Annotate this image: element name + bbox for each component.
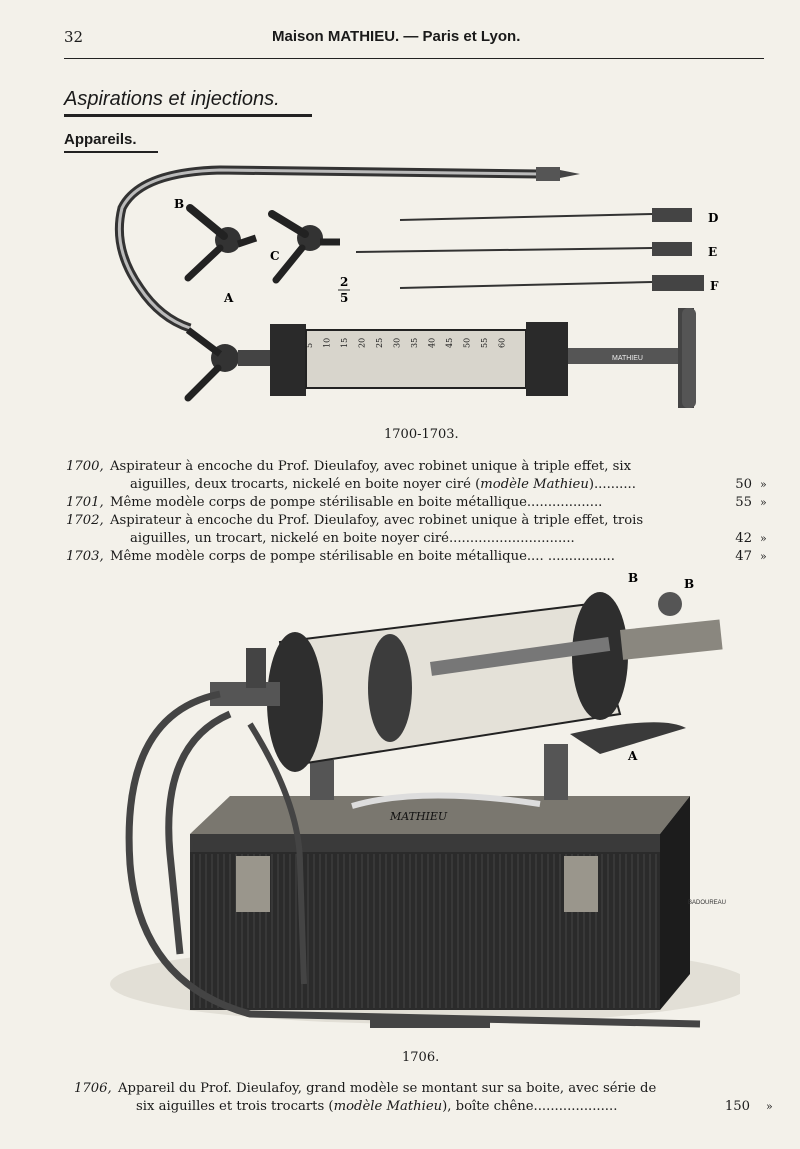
page-number: 32: [64, 28, 84, 46]
entry-number: 1702,: [66, 513, 104, 528]
catalog-entry-continuation: [0, 530, 800, 547]
entry-description: Aspirateur à encoche du Prof. Dieulafoy, avec robinet unique à triple effet, trois: [110, 513, 644, 528]
entry-number: 1703,: [66, 549, 104, 564]
scale-number: 25: [375, 337, 384, 348]
label-d: D: [708, 211, 719, 225]
scale-number: 50: [462, 337, 472, 348]
rubber-hose: [119, 170, 540, 328]
entry-currency-mark: »: [760, 496, 767, 509]
scale-number: 60: [497, 337, 507, 348]
scale-number: 55: [480, 337, 489, 348]
scale-number: 40: [427, 337, 437, 348]
fraction-denominator: 5: [340, 291, 349, 305]
stopcock-c: [272, 214, 340, 280]
scale-number: 20: [357, 337, 367, 348]
label-c: C: [270, 249, 280, 263]
entry-price: 42: [735, 531, 752, 546]
catalog-entry: [0, 494, 800, 511]
box-brand-mark: MATHIEU: [390, 810, 448, 823]
label-f: F: [710, 279, 719, 293]
label-b: B: [628, 571, 639, 585]
scale-number: 10: [322, 337, 332, 348]
entry-description: Appareil du Prof. Dieulafoy, grand modèle se montant sur sa boite, avec série de: [118, 1081, 657, 1096]
trocar-connector: [370, 1016, 490, 1028]
entry-number: 1706,: [74, 1081, 112, 1096]
entry-description: Aspirateur à encoche du Prof. Dieulafoy, avec robinet unique à triple effet, six: [110, 459, 632, 474]
box-latch-left: [236, 856, 270, 912]
entry-description: six aiguilles et trois trocarts (modèle Mathieu), boîte chêne....................: [136, 1099, 618, 1114]
entry-description: aiguilles, un trocart, nickelé en boite noyer ciré..............................: [130, 531, 575, 546]
entry-description: aiguilles, deux trocarts, nickelé en boite noyer ciré (modèle Mathieu)..........: [130, 477, 636, 492]
needle-d: [400, 208, 692, 222]
stopcock-b: [188, 208, 256, 278]
scale-number: 30: [392, 337, 402, 348]
oak-case: [190, 795, 690, 1010]
entry-currency-mark: »: [760, 550, 767, 563]
pump-brand-mark: MATHIEU: [612, 355, 643, 362]
needle-f: [400, 275, 704, 291]
label-a: A: [628, 749, 638, 763]
running-head: Maison MATHIEU. — Paris et Lyon.: [272, 28, 521, 45]
entry-currency-mark: »: [760, 532, 767, 545]
entry-description: Même modèle corps de pompe stérilisable en boite métallique..................: [110, 495, 603, 510]
scale-number: 15: [340, 337, 349, 348]
entry-currency-mark: »: [766, 1100, 773, 1113]
label-b: B: [684, 577, 695, 591]
fraction-numerator: 2: [340, 275, 349, 289]
entry-number: 1701,: [66, 495, 104, 510]
catalog-entry: [0, 1080, 800, 1097]
hose-connector: [536, 167, 560, 181]
subsection-title: Appareils.: [64, 131, 137, 148]
scale-number: 35: [410, 337, 419, 348]
catalog-entry: [0, 548, 800, 565]
needle-e: [356, 242, 692, 256]
entry-price: 50: [735, 477, 752, 492]
subsection-title-underline: [64, 151, 158, 153]
section-title-underline: [64, 114, 312, 117]
label-e: E: [708, 245, 718, 259]
scale-number: 45: [445, 337, 454, 348]
label-b: B: [174, 197, 185, 211]
label-a: A: [224, 291, 234, 305]
aspirator-illustration-1706: [100, 564, 740, 1050]
section-title: Aspirations et injections.: [64, 88, 280, 110]
catalog-entry: [0, 512, 800, 529]
scale-number: 5: [305, 342, 314, 348]
figure-caption-1700: 1700-1703.: [384, 427, 459, 442]
box-latch-right: [564, 856, 598, 912]
catalog-entry: [0, 458, 800, 475]
entry-number: 1700,: [66, 459, 104, 474]
entry-currency-mark: »: [760, 478, 767, 491]
aspirator-illustration-1700: [100, 158, 740, 428]
entry-price: 47: [735, 549, 752, 564]
entry-description: Même modèle corps de pompe stérilisable en boite métallique.... ................: [110, 549, 615, 564]
pump-cylinder: [267, 592, 723, 800]
catalog-entry-continuation: [0, 476, 800, 493]
entry-price: 55: [735, 495, 752, 510]
entry-price: 150: [724, 1099, 750, 1114]
catalog-entry-continuation: [0, 1098, 800, 1115]
figure-caption-1706: 1706.: [402, 1050, 440, 1065]
engraver-signature: BADOUREAU: [688, 900, 727, 906]
header-rule: [64, 58, 764, 59]
